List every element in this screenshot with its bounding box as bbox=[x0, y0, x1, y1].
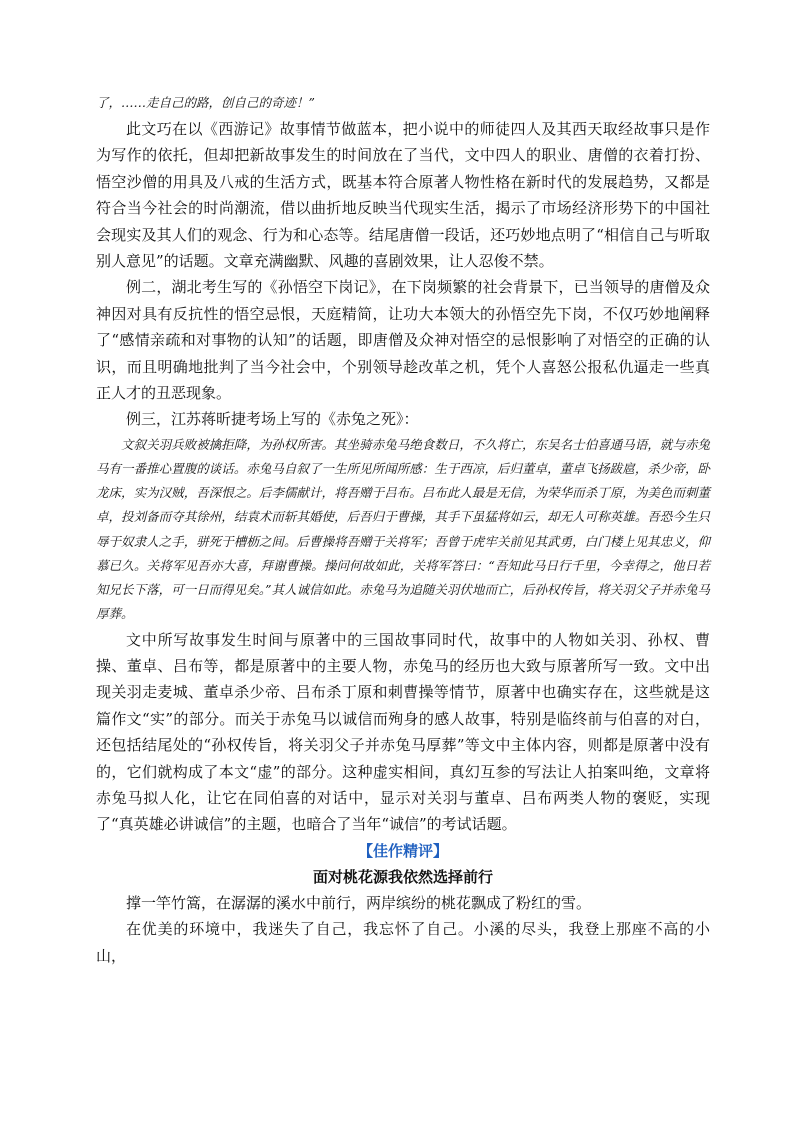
document-page bbox=[96, 90, 710, 969]
example-3-analysis-paragraph: 文中所写故事发生时间与原著中的三国故事同时代，故事中的人物如关羽、孙权、曹操、董卓、吕布等，都是原著中的主要人物，赤兔马的经历也大致与原著所写一致。文中出现关羽走麦城、董卓杀少帝、吕布杀丁原和刺曹操等情节，原著中也确实存在，这些就是这篇作文“实”的部分。而关于赤兔马以诚信而殉身的感人故事，特别是临终前与伯喜的对白，还包括结尾处的“孙权传旨，将关羽父子并赤兔马厚葬”等文中主体内容，则都是原著中没有的，它们就构成了本文“虚”的部分。这种虚实相间，真幻互参的写法让人拍案叫绝，文章将赤兔马拟人化，让它在同伯喜的对话中，显示对关羽与董卓、吕布两类人物的褒贬，实现了“真英雄必讲诚信”的主题，也暗合了当年“诚信”的考试话题。 bbox=[96, 630, 710, 834]
example-2-paragraph: 例二，湖北考生写的《孙悟空下岗记》，在下岗频繁的社会背景下，已当领导的唐僧及众神因对具有反抗性的悟空忌恨，天庭精简，让功大本领大的孙悟空先下岗，不仅巧妙地阐释了“感情亲疏和对事物的认知”的话题，即唐僧及众神对悟空的忌恨影响了对悟空的正确的认识，而且明确地批判了当今社会中，个别领导趁改革之机，凭个人喜怒公报私仇逼走一些真正人才的丑恶现象。 bbox=[96, 278, 710, 403]
essay-paragraph-1: 撑一竿竹篙，在潺潺的溪水中前行，两岸缤纷的桃花飘成了粉红的雪。 bbox=[126, 893, 592, 912]
section-heading: 【佳作精评】 bbox=[357, 841, 448, 860]
essay-paragraph-2: 在优美的环境中，我迷失了自己，我忘怀了自己。小溪的尽头，我登上那座不高的小山， bbox=[96, 920, 710, 965]
essay-title: 面对桃花源我依然选择前行 bbox=[312, 867, 493, 886]
commentary-paragraph-1: 此文巧在以《西游记》故事情节做蓝本，把小说中的师徒四人及其西天取经故事只是作为写作的依托，但却把新故事发生的时间放在了当代，文中四人的职业、唐僧的衣着打扮、悟空沙僧的用具及八戒的生活方式，既基本符合原著人物性格在新时代的发展趋势，又都是符合当今社会的时尚潮流，借以曲折地反映当代现实生活，揭示了市场经济形势下的中国社会现实及其人们的观念、行为和心态等。结尾唐僧一段话，还巧妙地点明了“相信自己与听取别人意见”的话题。文章充满幽默、风趣的喜剧效果，让人忍俊不禁。 bbox=[96, 120, 710, 271]
example-3-excerpt: 文叙关羽兵败被擒拒降，为孙权所害。其坐骑赤兔马绝食数日，不久将亡，东吴名士伯喜通马语，就与赤兔马有一番推心置腹的谈话。赤兔马自叙了一生所见所闻所感：生于西凉，后归董卓，董卓飞扬跋扈，杀少帝，卧龙床，实为汉贼，吾深恨之。后李儒献计，将吾赠于吕布。吕布此人最是无信，为荣华而杀丁原，为美色而刺董卓，投刘备而夺其徐州，结袁术而斩其婚使，后吾归于曹操，其手下虽猛将如云，却无人可称英雄。吾恐今生只辱于奴隶人之手，骈死于槽枥之间。后曹操将吾赠于关将军；吾曾于虎牢关前见其武勇，白门楼上见其忠义，仰慕已久。关将军见吾亦大喜，拜谢曹操。操问何故如此，关将军答曰：“吾知此马日行千里，今幸得之，他日若知兄长下落，可一日而得见矣。”其人诚信如此。赤兔马为追随关羽伏地而亡，后孙权传旨，将关羽父子并赤兔马厚葬。 bbox=[96, 436, 710, 622]
opening-quote-line: 了，……走自己的路，创自己的奇迹！” bbox=[96, 95, 315, 110]
example-3-intro: 例三，江苏蒋昕捷考场上写的《赤兔之死》： bbox=[126, 410, 419, 429]
